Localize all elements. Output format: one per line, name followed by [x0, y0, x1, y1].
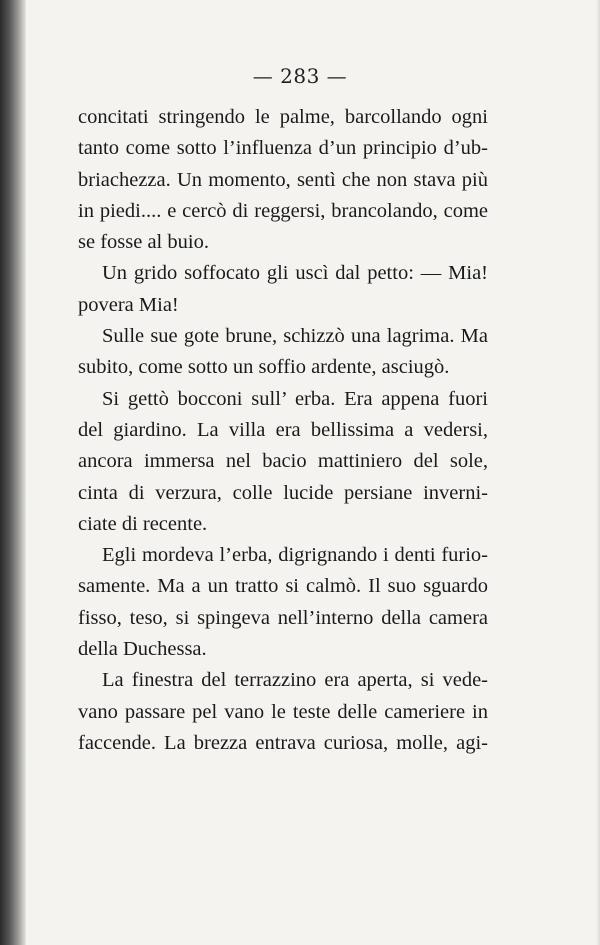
- text-line: ciate di recente.: [78, 512, 208, 535]
- text-line: Un grido soffocato gli uscì dal petto: — Mia!: [102, 262, 488, 285]
- text-line: della Duchessa.: [78, 638, 207, 661]
- text-line: La finestra del terrazzino era aperta, si vede-: [102, 669, 488, 692]
- text-line: subito, come sotto un soffio ardente, asciugò.: [78, 356, 450, 379]
- text-line: faccende. La brezza entrava curiosa, molle, agi-: [78, 731, 488, 754]
- page-number: — 283 —: [252, 64, 348, 88]
- text-line: del giardino. La villa era bellissima a vedersi,: [78, 418, 488, 441]
- text-line: Si gettò bocconi sull’ erba. Era appena fuori: [102, 387, 488, 410]
- text-line: Egli mordeva l’erba, digrignando i denti furio-: [102, 544, 488, 567]
- text-line: povera Mia!: [78, 293, 179, 316]
- body-text: [78, 102, 488, 759]
- text-line: concitati stringendo le palme, barcollando ogni: [78, 106, 488, 128]
- text-line: tanto come sotto l’influenza d’un principio d’ub-: [78, 137, 488, 160]
- text-line: in piedi.... e cercò di reggersi, brancolando, come: [78, 199, 488, 222]
- text-line: vano passare pel vano le teste delle cameriere in: [78, 700, 488, 723]
- text-line: se fosse al buio.: [78, 231, 209, 254]
- book-spine-shadow: [0, 0, 26, 945]
- text-line: briachezza. Un momento, sentì che non stava più: [78, 168, 488, 191]
- text-line: ancora immersa nel bacio mattiniero del sole,: [78, 450, 488, 473]
- text-line: cinta di verzura, colle lucide persiane inverni-: [78, 481, 488, 504]
- page-edge: [596, 0, 600, 945]
- text-line: Sulle sue gote brune, schizzò una lagrima. Ma: [102, 325, 488, 348]
- text-line: samente. Ma a un tratto si calmò. Il suo sguardo: [78, 575, 488, 598]
- text-line: fisso, teso, si spingeva nell’interno della camera: [78, 606, 488, 629]
